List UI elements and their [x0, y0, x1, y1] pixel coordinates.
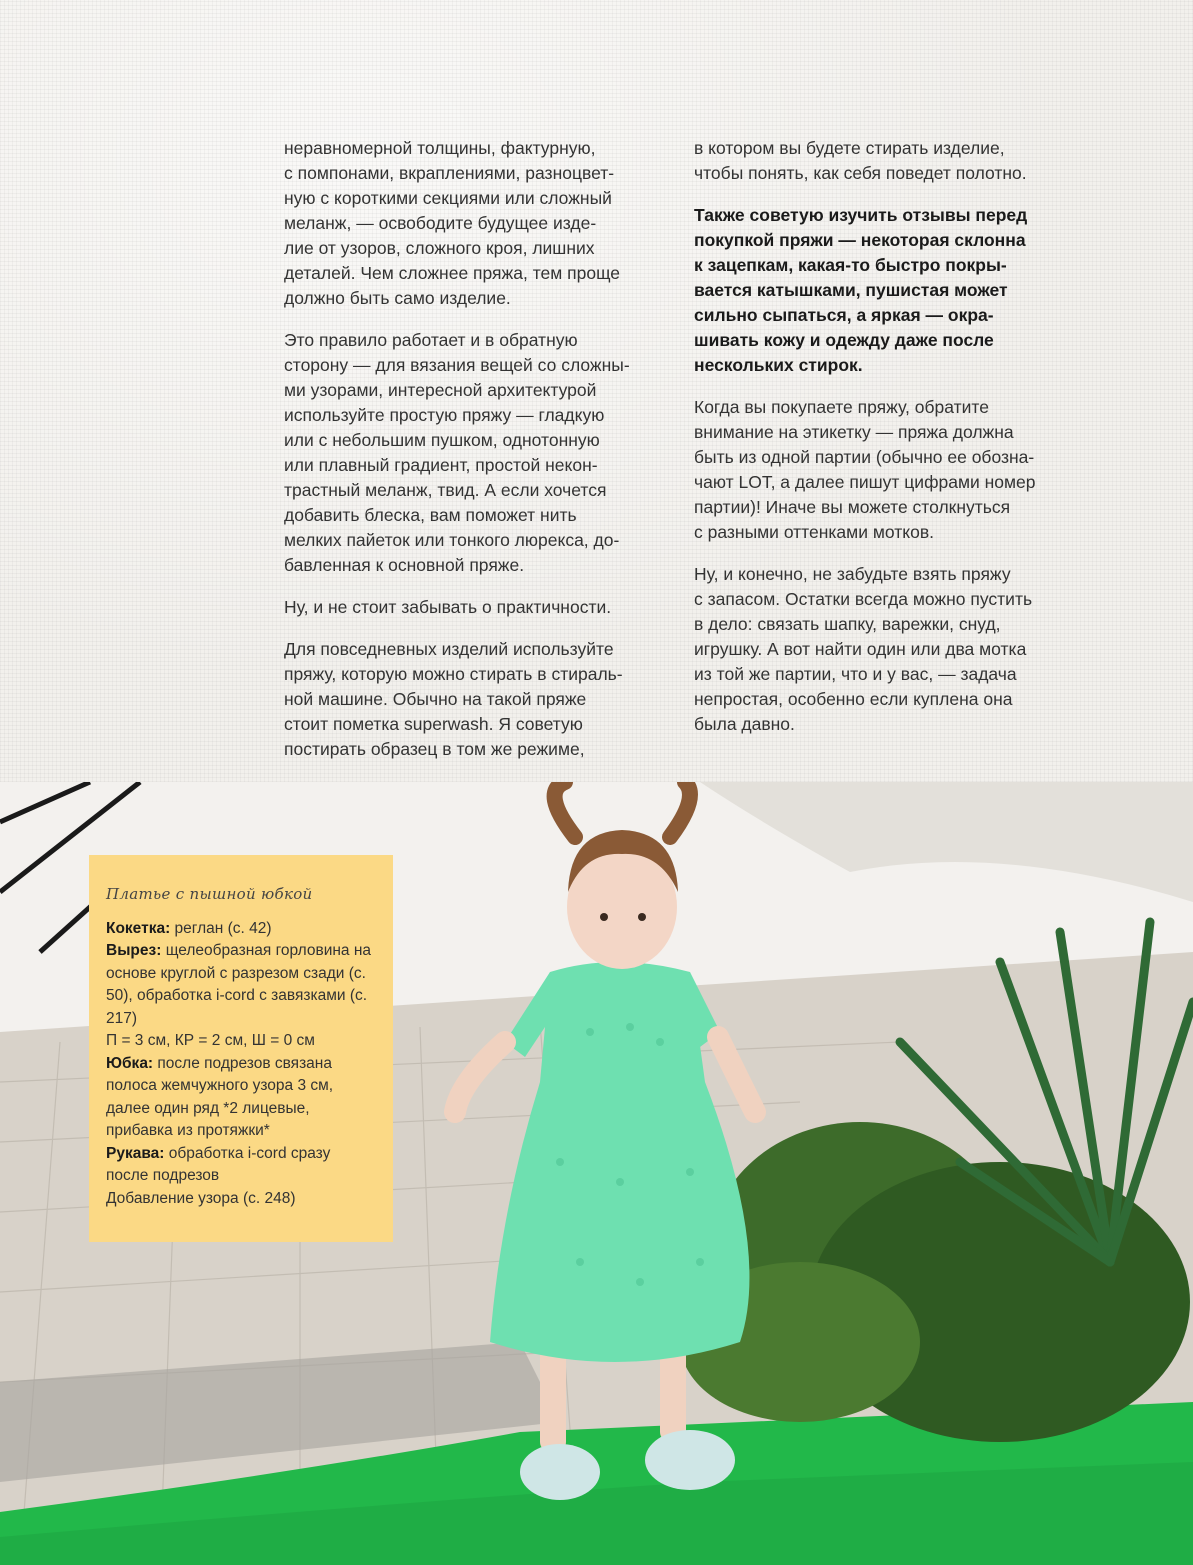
paragraph: в котором вы будете стирать изделие, чтобы понять, как себя поведет полотно.: [694, 138, 1027, 183]
paragraph: Ну, и конечно, не забудьте взять пряжу с запасом. Остатки всегда можно пустить в дело: связать шапку, варежки, снуд, игрушку. А вот найти один или два мотка из той же партии, что и у вас, — задача непростая, особенно если куплена она была давно.: [694, 564, 1033, 734]
row-label: Рукава:: [106, 1144, 165, 1162]
row-text: обработка i-cord сразу после подрезов: [106, 1144, 331, 1184]
paragraph: Ну, и не стоит забывать о практичности.: [284, 597, 612, 617]
row-text: щелеобразная горловина на основе круглой с разрезом сзади (с. 50), обработка i-cord с завязками (с. 217): [106, 942, 372, 1027]
bold-paragraph: Также советую изучить отзывы перед покупкой пряжи — некоторая склонна к зацепкам, какая-то быстро покры- вается катышками, пушистая может сильно сыпаться, а яркая — окра- шивать кожу и одежду даже после нескольких стирок.: [694, 205, 1028, 375]
paragraph: Когда вы покупаете пряжу, обратите внимание на этикетку — пряжа должна быть из одной партии (обычно ее обозна- чают LOT, а далее пишут цифрами номер партии)! Иначе вы можете столкнуться с разными оттенками мотков.: [694, 397, 1036, 542]
infobox-row: [106, 1188, 377, 1211]
right-text-column: [694, 136, 1079, 754]
row-text: после подрезов связана полоса жемчужного узора 3 см, далее один ряд *2 лицевые, прибавка из протяжки*: [106, 1054, 334, 1139]
left-text-column: [284, 136, 664, 779]
infobox-row: [106, 1143, 377, 1188]
pattern-info-box: [89, 855, 393, 1242]
row-text: П = 3 см, КР = 2 см, Ш = 0 см: [106, 1032, 315, 1049]
paragraph: неравномерной толщины, фактурную, с помпонами, вкраплениями, разноцвет- ную с короткими секциями или сложный меланж, — освободите будущее изде- лие от узоров, сложного кроя, лишних деталей. Чем сложнее пряжа, тем проще должно быть само изделие.: [284, 138, 621, 308]
infobox-row: [106, 1030, 377, 1053]
paragraph: Для повседневных изделий используйте пряжу, которую можно стирать в стираль- ной машине. Обычно на такой пряже стоит пометка superwash. Я советую постирать образец в том же режиме,: [284, 639, 623, 759]
infobox-row: [106, 1053, 377, 1143]
row-text: реглан (с. 42): [170, 919, 272, 937]
row-label: Вырез:: [106, 942, 162, 959]
infobox-row: [106, 918, 377, 941]
row-label: Кокетка:: [106, 919, 171, 937]
row-text: Добавление узора (с. 248): [106, 1189, 296, 1207]
infobox-title: Платье с пышной юбкой: [106, 885, 313, 903]
row-label: Юбка:: [106, 1054, 154, 1072]
paragraph: Это правило работает и в обратную сторону — для вязания вещей со сложны- ми узорами, интересной архитектурой используйте простую пряжу — гладкую или с небольшим пушком, однотонную или плавный градиент, простой некон- трастный меланж, твид. А если хочется добавить блеска, вам поможет нить мелких пайеток или тонкого люрекса, до- бавленная к основной пряже.: [284, 330, 630, 575]
infobox-row: [106, 940, 377, 1030]
